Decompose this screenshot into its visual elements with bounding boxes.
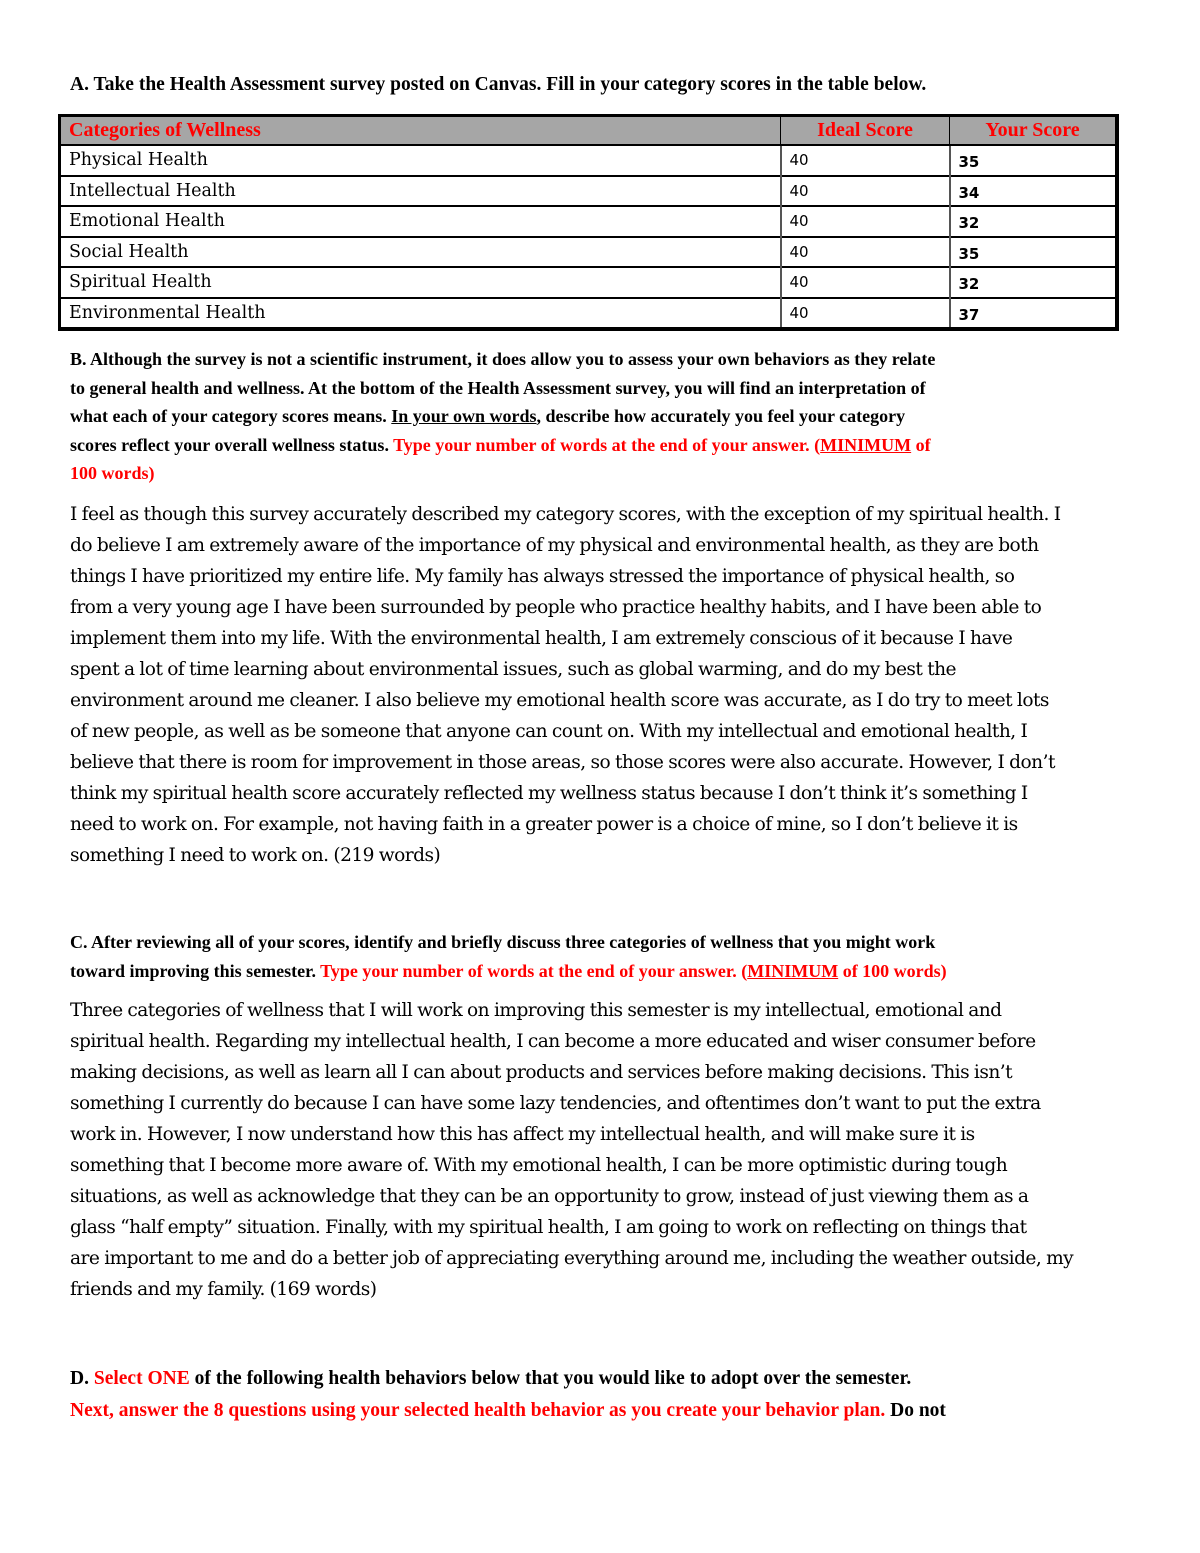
answer-line: work in. However, I now understand how this has affect my intellectual health, and will make sure it is [70, 1124, 975, 1145]
answer-line: something I currently do because I can have some lazy tendencies, and oftentimes don’t want to put the extra [70, 1093, 1041, 1114]
answer-line: things I have prioritized my entire life. My family has always stressed the importance of physical health, so [70, 566, 1015, 587]
next-instruction: Next, answer the 8 questions using your selected health behavior as you create your behavior plan. [70, 1400, 886, 1421]
category-cell: Intellectual Health [60, 176, 781, 207]
answer-line: making decisions, as well as learn all I can about products and services before making decisions. This isn’t [70, 1062, 1013, 1083]
answer-line: environment around me cleaner. I also believe my emotional health score was accurate, as I do try to meet lots [70, 690, 1049, 711]
your-score-cell[interactable]: 32 [950, 267, 1118, 298]
prompt-text: scores reflect your overall wellness status. [70, 434, 394, 455]
category-cell: Environmental Health [60, 298, 781, 330]
prompt-line: 100 words) [70, 463, 155, 483]
ideal-score-cell: 40 [781, 298, 950, 330]
table-header-row [60, 116, 1118, 146]
ideal-score-cell: 40 [781, 267, 950, 298]
answer-line: situations, as well as acknowledge that they can be an opportunity to grow, instead of just viewing them as a [70, 1186, 1029, 1207]
prompt-line [70, 1395, 1132, 1427]
prompt-text: , describe how accurately you feel your category [536, 406, 906, 426]
your-score-cell[interactable]: 34 [950, 176, 1118, 207]
answer-line: need to work on. For example, not having faith in a greater power is a choice of mine, so I don’t believe it is [70, 814, 1018, 835]
prompt-text: Do not [885, 1400, 946, 1421]
ideal-score-cell: 40 [781, 237, 950, 268]
answer-line: friends and my family. (169 words) [70, 1279, 377, 1300]
your-score-cell[interactable]: 32 [950, 206, 1118, 237]
minimum-underlined: MINIMUM [747, 960, 839, 981]
ideal-score-cell: 40 [781, 145, 950, 176]
category-cell: Physical Health [60, 145, 781, 176]
answer-line: spiritual health. Regarding my intellectual health, I can become a more educated and wiser consumer before [70, 1031, 1036, 1052]
prompt-text: toward improving this semester. [70, 960, 321, 981]
prompt-underlined-text: In your own words [391, 406, 537, 426]
answer-line: think my spiritual health score accurately reflected my wellness status because I don’t think it’s something I [70, 783, 1028, 804]
answer-line: implement them into my life. With the environmental health, I am extremely conscious of it because I have [70, 628, 1013, 649]
section-a-heading [70, 74, 1132, 96]
table-row [60, 176, 1118, 207]
header-your-score: Your Score [950, 116, 1118, 146]
wellness-scores-table [58, 114, 1119, 331]
answer-line: are important to me and do a better job of appreciating everything around me, including the weather outside, my [70, 1248, 1074, 1269]
table-row [60, 237, 1118, 268]
minimum-underlined: MINIMUM [820, 434, 912, 455]
answer-line: something I need to work on. (219 words) [70, 845, 441, 866]
ideal-score-cell: 40 [781, 176, 950, 207]
section-a-letter: A. [70, 74, 89, 95]
section-a-text: Take the Health Assessment survey posted on Canvas. Fill in your category scores in the table below. [93, 74, 927, 95]
word-count-instruction: Type your number of words at the end of your answer. ( [393, 434, 821, 455]
prompt-line [70, 402, 1132, 431]
category-cell: Emotional Health [60, 206, 781, 237]
table-row [60, 206, 1118, 237]
table-row [60, 298, 1118, 330]
word-count-instruction: of [911, 434, 931, 455]
answer-line: something that I become more aware of. With my emotional health, I can be more optimistic during tough [70, 1155, 1008, 1176]
section-d-letter: D. [70, 1368, 94, 1389]
word-count-instruction: Type your number of words at the end of your answer. ( [320, 960, 748, 981]
your-score-cell[interactable]: 37 [950, 298, 1118, 330]
prompt-line [70, 431, 1132, 460]
header-ideal-score: Ideal Score [781, 116, 950, 146]
category-cell: Spiritual Health [60, 267, 781, 298]
answer-line: Three categories of wellness that I will work on improving this semester is my intellectual, emotional and [70, 1000, 1002, 1021]
section-b-answer[interactable] [70, 499, 1132, 871]
category-cell: Social Health [60, 237, 781, 268]
answer-line: do believe I am extremely aware of the importance of my physical and environmental health, as they are both [70, 535, 1039, 556]
answer-line: from a very young age I have been surrounded by people who practice healthy habits, and I have been able to [70, 597, 1042, 618]
section-b-prompt [70, 345, 1132, 488]
prompt-line [70, 957, 1132, 986]
table-row [60, 267, 1118, 298]
prompt-line: to general health and wellness. At the bottom of the Health Assessment survey, you will find an interpretation of [70, 377, 926, 398]
table-row [60, 145, 1118, 176]
header-categories: Categories of Wellness [60, 116, 781, 146]
word-count-instruction: of 100 words) [838, 960, 947, 981]
answer-line: spent a lot of time learning about environmental issues, such as global warming, and do my best the [70, 659, 957, 680]
section-c-answer[interactable] [70, 995, 1132, 1305]
ideal-score-cell: 40 [781, 206, 950, 237]
answer-line: of new people, as well as be someone that anyone can count on. With my intellectual and emotional health, I [70, 721, 1028, 742]
your-score-cell[interactable]: 35 [950, 237, 1118, 268]
select-one-instruction: Select ONE [93, 1368, 190, 1389]
your-score-cell[interactable]: 35 [950, 145, 1118, 176]
prompt-line: B. Although the survey is not a scientific instrument, it does allow you to assess your own behaviors as they relate [70, 349, 936, 369]
prompt-line [70, 1363, 1132, 1395]
prompt-line: C. After reviewing all of your scores, identify and briefly discuss three categories of wellness that you might work [70, 932, 936, 952]
section-c-prompt [70, 928, 1132, 985]
answer-line: believe that there is room for improvement in those areas, so those scores were also accurate. However, I don’t [70, 752, 1055, 773]
answer-line: I feel as though this survey accurately described my category scores, with the exception of my spiritual health. I [70, 504, 1061, 525]
section-d-prompt [70, 1363, 1132, 1427]
prompt-text: of the following health behaviors below that you would like to adopt over the semester. [189, 1368, 912, 1389]
answer-line: glass “half empty” situation. Finally, with my spiritual health, I am going to work on reflecting on things that [70, 1217, 1027, 1238]
prompt-text: what each of your category scores means. [70, 406, 392, 426]
